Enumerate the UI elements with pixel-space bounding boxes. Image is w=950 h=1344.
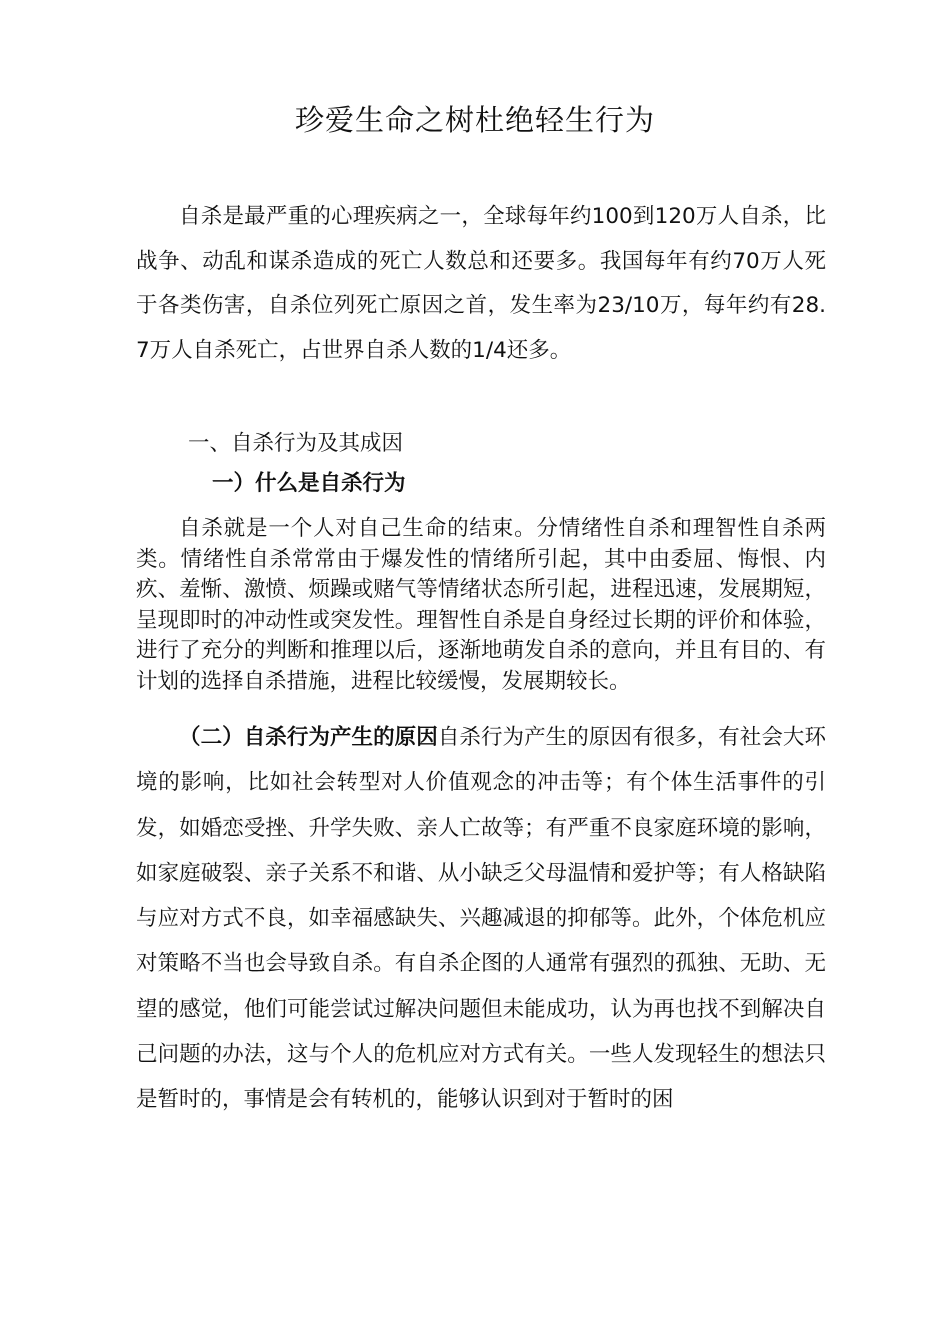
subsection-one-paragraph: 自杀就是一个人对自己生命的结束。分情绪性自杀和理智性自杀两类。情绪性自杀常常由于爆发性的情绪所引起，其中由委屈、悔恨、内疚、羞惭、激愤、烦躁或赌气等情绪状态所引起，进程迅速，发展期短，呈现即时的冲动性或突发性。理智性自杀是自身经过长期的评价和体验，进行了充分的判断和推理以后，逐渐地萌发自杀的意向，并且有目的、有计划的选择自杀措施，进程比较缓慢，发展期较长。	[136, 516, 826, 694]
subsection-two-heading: （二）自杀行为产生的原因	[179, 725, 438, 750]
subsection-two-paragraph	[136, 715, 826, 1123]
subsection-one-heading: 一）什么是自杀行为	[212, 471, 406, 496]
document-title: 珍爱生命之树杜绝轻生行为	[294, 103, 655, 137]
intro-paragraph: 自杀是最严重的心理疾病之一，全球每年约100到120万人自杀，比战争、动乱和谋杀造成的死亡人数总和还要多。我国每年有约70万人死于各类伤害，自杀位列死亡原因之首，发生率为23/10万，每年约有28.7万人自杀死亡，占世界自杀人数的1/4还多。	[136, 204, 826, 363]
section-heading: 一、自杀行为及其成因	[188, 431, 404, 456]
subsection-two-body: 自杀行为产生的原因有很多，有社会大环境的影响，比如社会转型对人价值观念的冲击等；有个体生活事件的引发，如婚恋受挫、升学失败、亲人亡故等；有严重不良家庭环境的影响，如家庭破裂、亲子关系不和谐、从小缺乏父母温情和爱护等；有人格缺陷与应对方式不良，如幸福感缺失、兴趣减退的抑郁等。此外，个体危机应对策略不当也会导致自杀。有自杀企图的人通常有强烈的孤独、无助、无望的感觉，他们可能尝试过解决问题但未能成功，认为再也找不到解决自己问题的办法，这与个人的危机应对方式有关。一些人发现轻生的想法只是暂时的，事情是会有转机的，能够认识到对于暂时的困	[136, 725, 826, 1113]
